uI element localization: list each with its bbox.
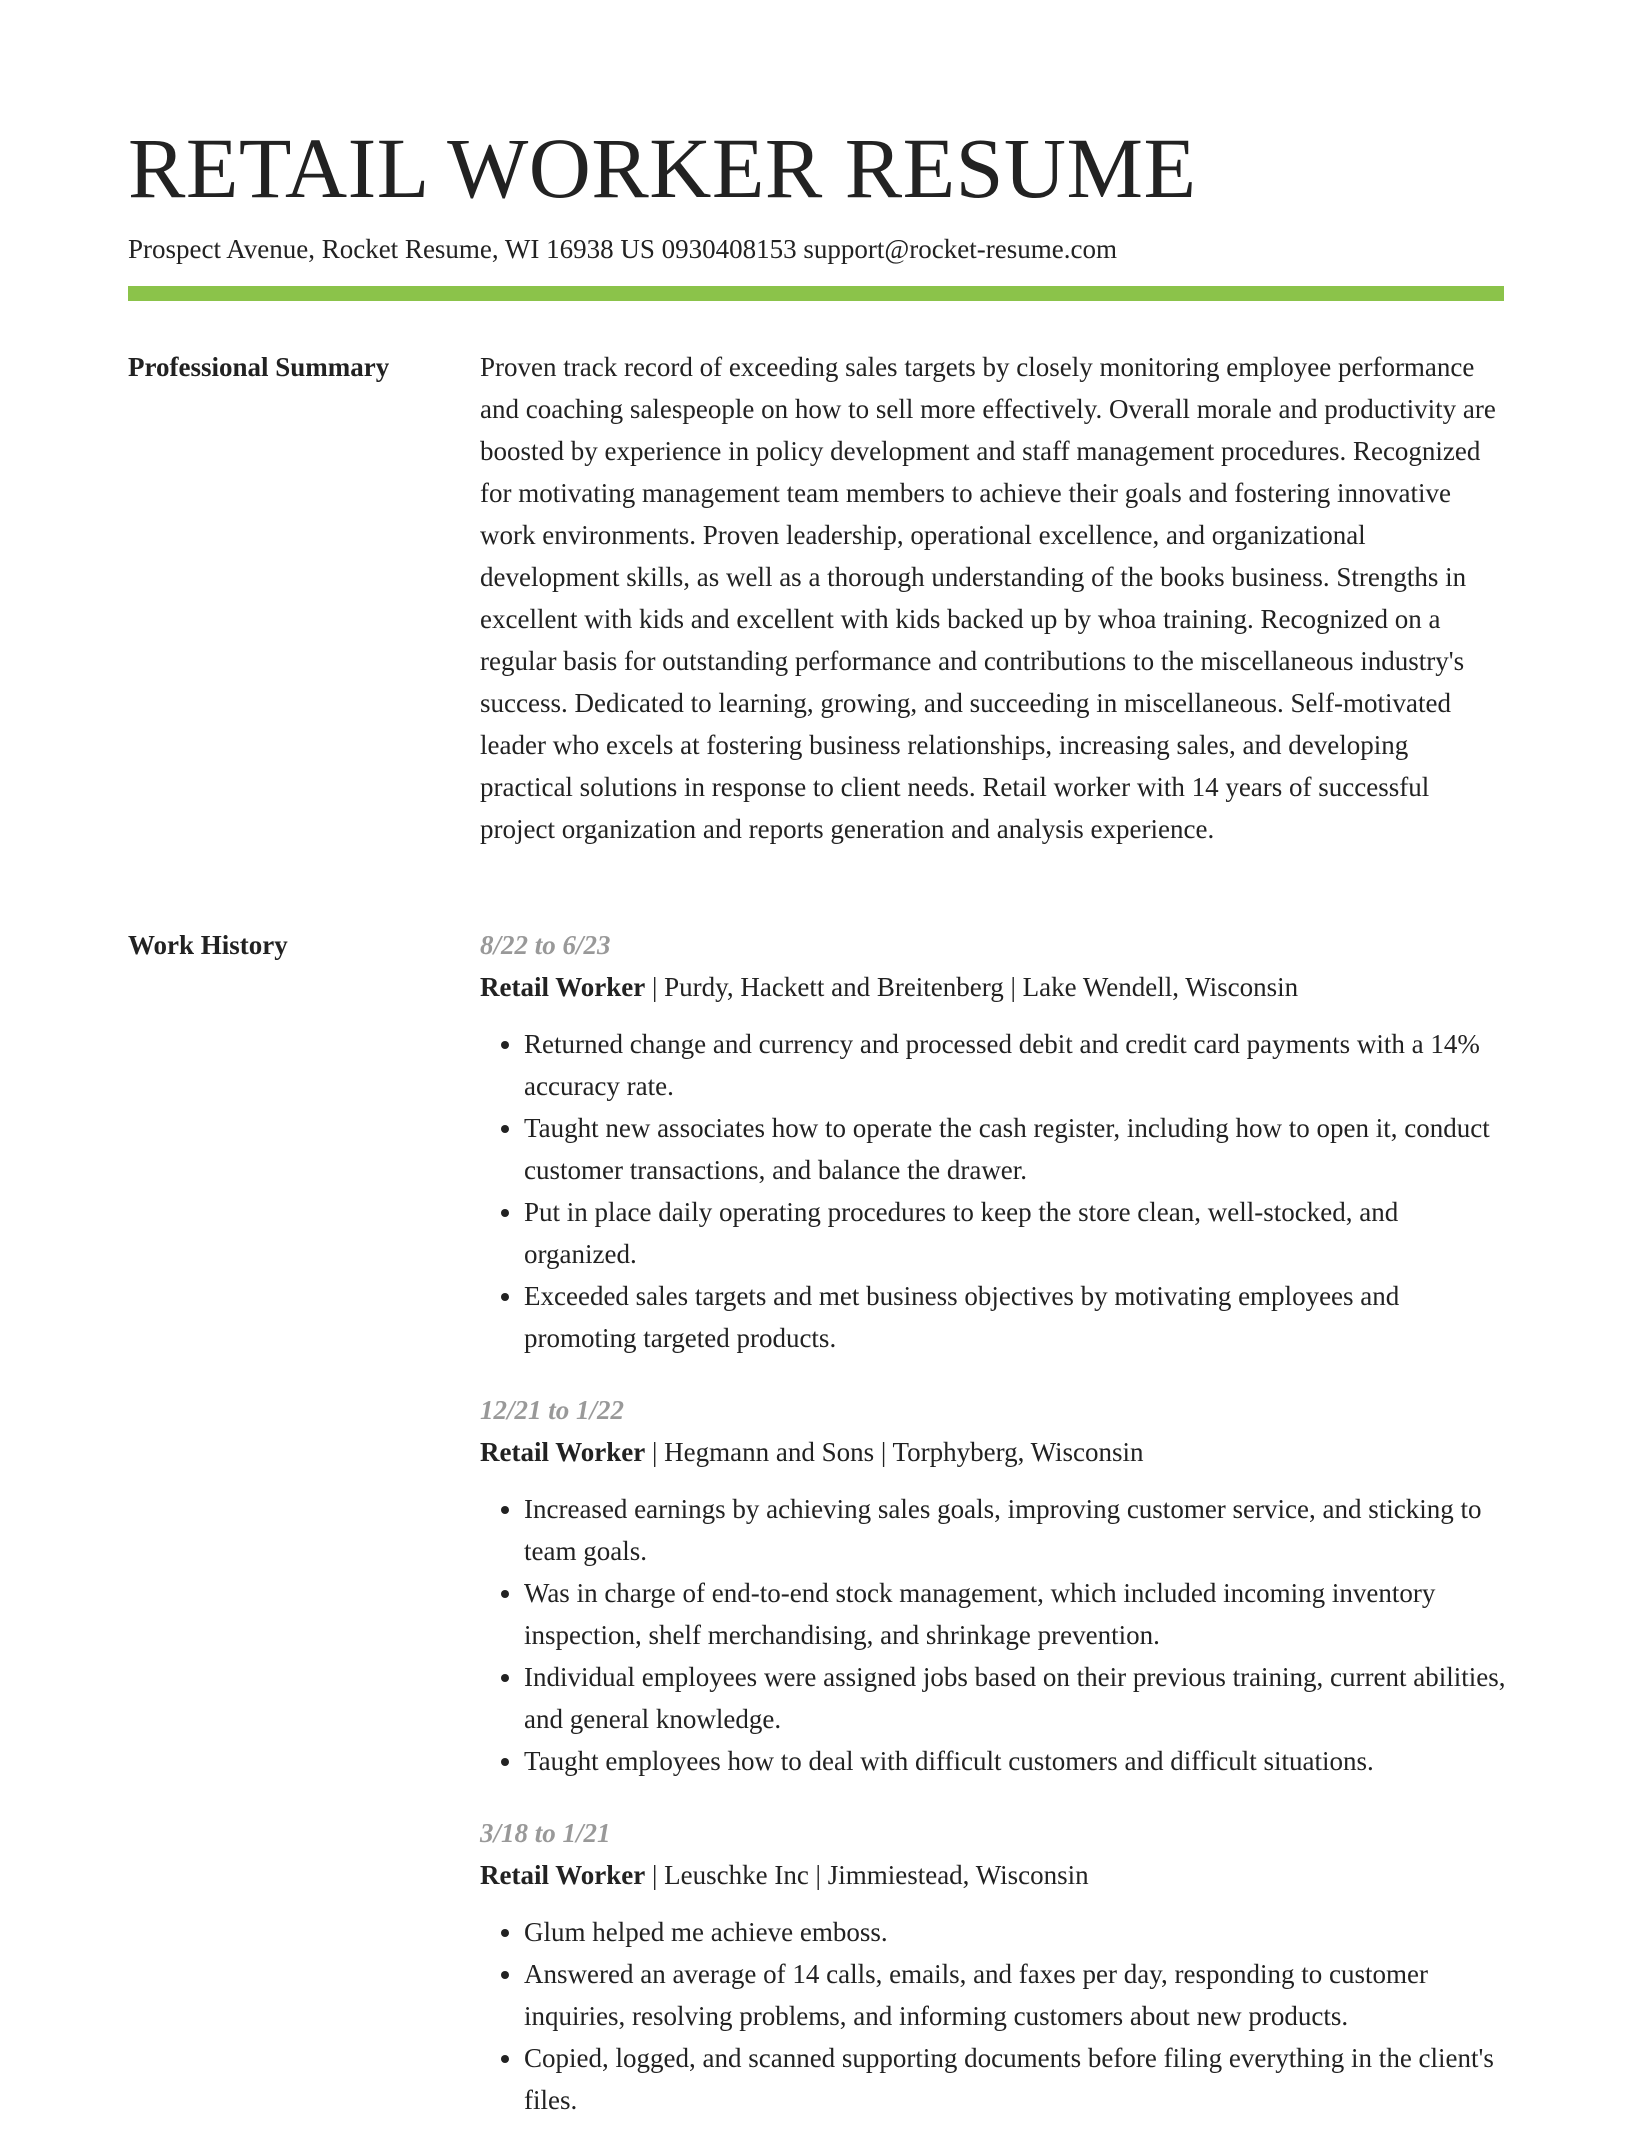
job-title: Retail Worker	[480, 972, 646, 1002]
job-bullet-list	[480, 1911, 1506, 2121]
job-bullet: • Copied, logged, and scanned supporting documents before filing everything in the client's files.	[524, 2037, 1506, 2121]
job-bullet: • Glum helped me achieve emboss.	[524, 1911, 1506, 1953]
job-bullet: • Individual employees were assigned jobs based on their previous training, current abilities, and general knowledge.	[524, 1656, 1506, 1740]
work-history-body	[480, 924, 1506, 2151]
job-bullet-list	[480, 1488, 1506, 1782]
resume-title: RETAIL WORKER RESUME	[128, 120, 1197, 216]
job-entry	[480, 924, 1506, 1359]
job-header-line	[480, 1854, 1506, 1896]
job-bullet: • Taught employees how to deal with difficult customers and difficult situations.	[524, 1740, 1506, 1782]
job-bullet: • Answered an average of 14 calls, emails, and faxes per day, responding to customer inquiries, resolving problems, and informing customers about new products.	[524, 1953, 1506, 2037]
summary-body	[480, 346, 1506, 850]
job-employer-location: | Leuschke Inc | Jimmiestead, Wisconsin	[645, 1860, 1089, 1890]
job-dates: 3/18 to 1/21	[480, 1818, 611, 1848]
job-dates: 12/21 to 1/22	[480, 1395, 625, 1425]
summary-text: Proven track record of exceeding sales targets by closely monitoring employee performance and coaching salespeople on how to sell more effectively. Overall morale and productivity are boosted by experience in policy development and staff management procedures. Recognized for motivating management team members to achieve their goals and fostering innovative work environments. Proven leadership, operational excellence, and organizational development skills, as well as a thorough understanding of the books business. Strengths in excellent with kids and excellent with kids backed up by whoa training. Recognized on a regular basis for outstanding performance and contributions to the miscellaneous industry's success. Dedicated to learning, growing, and succeeding in miscellaneous. Self-motivated leader who excels at fostering business relationships, increasing sales, and developing practical solutions in response to client needs. Retail worker with 14 years of successful project organization and reports generation and analysis experience.	[480, 352, 1496, 844]
job-bullet: • Put in place daily operating procedures to keep the store clean, well-stocked, and organized.	[524, 1191, 1506, 1275]
job-bullet-list	[480, 1023, 1506, 1359]
work-history-heading: Work History	[128, 930, 288, 960]
job-entry	[480, 1812, 1506, 2121]
job-entry	[480, 1389, 1506, 1782]
job-title: Retail Worker	[480, 1860, 646, 1890]
job-header-line	[480, 1431, 1506, 1473]
job-employer-location: | Purdy, Hackett and Breitenberg | Lake Wendell, Wisconsin	[645, 972, 1299, 1002]
job-bullet: • Returned change and currency and processed debit and credit card payments with a 14% accuracy rate.	[524, 1023, 1506, 1107]
job-bullet: • Was in charge of end-to-end stock management, which included incoming inventory inspection, shelf merchandising, and shrinkage prevention.	[524, 1572, 1506, 1656]
contact-line: Prospect Avenue, Rocket Resume, WI 16938 US 0930408153 support@rocket-resume.com	[128, 234, 1117, 264]
job-bullet: • Exceeded sales targets and met business objectives by motivating employees and promoting targeted products.	[524, 1275, 1506, 1359]
job-bullet: • Increased earnings by achieving sales goals, improving customer service, and sticking to team goals.	[524, 1488, 1506, 1572]
summary-heading: Professional Summary	[128, 352, 390, 382]
job-header-line	[480, 966, 1506, 1008]
accent-divider	[128, 286, 1504, 301]
job-bullet: • Taught new associates how to operate the cash register, including how to open it, conduct customer transactions, and balance the drawer.	[524, 1107, 1506, 1191]
job-employer-location: | Hegmann and Sons | Torphyberg, Wisconsin	[645, 1437, 1144, 1467]
job-title: Retail Worker	[480, 1437, 646, 1467]
job-dates: 8/22 to 6/23	[480, 930, 611, 960]
